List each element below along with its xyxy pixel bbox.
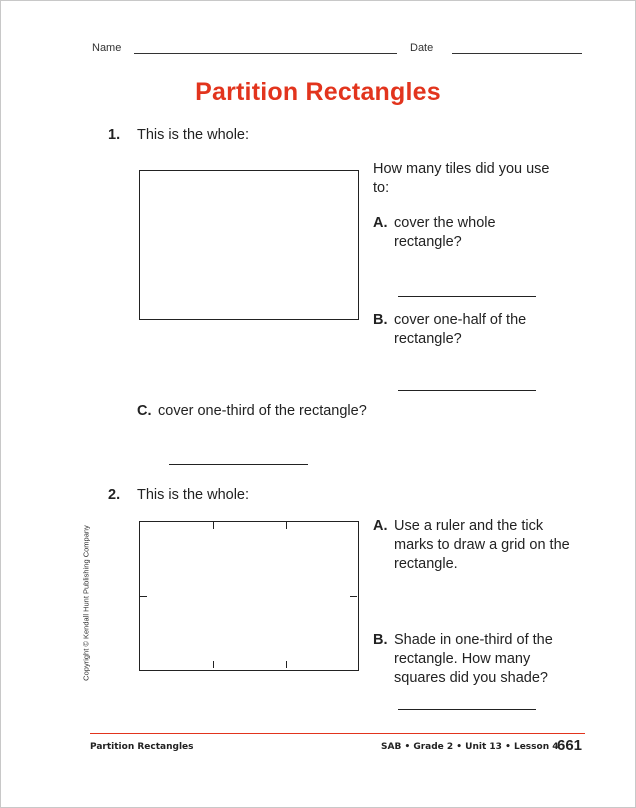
q1-prompt: This is the whole: [137,127,250,143]
q1-c-answer-line[interactable] [169,464,308,465]
tick-mark-top-2 [286,522,287,529]
q2-b-label: B. [373,632,388,648]
footer-title: Partition Rectangles [90,742,194,752]
q1-intro-text: How many tiles did you use to: [373,161,550,196]
q2-b-text: Shade in one-third of the rectangle. How many squares did you shade? [394,632,553,686]
tick-mark-left [140,596,147,597]
footer-course-info: SAB • Grade 2 • Unit 13 • Lesson 4 [381,742,559,752]
q1-whole-rectangle [139,170,359,320]
q2-a-label: A. [373,518,388,534]
tick-mark-right [350,596,357,597]
date-label: Date [410,42,434,54]
tick-mark-bottom-2 [286,661,287,668]
q2-b-answer-line[interactable] [398,709,536,710]
footer-rule [90,733,585,734]
tick-mark-bottom-1 [213,661,214,668]
q2-part-a [373,517,573,574]
tick-mark-top-1 [213,522,214,529]
page-title: Partition Rectangles [195,78,441,106]
copyright-notice: Copyright © Kendall Hunt Publishing Company [81,525,91,681]
q1-b-text: cover one-half of the rectangle? [394,312,527,347]
name-label: Name [92,42,122,54]
q2-number: 2. [108,487,121,503]
q1-c-label: C. [137,403,152,419]
q1-a-label: A. [373,215,388,231]
page-number: 661 [557,737,583,754]
q1-intro [373,160,563,198]
q1-a-answer-line[interactable] [398,296,536,297]
q2-whole-rectangle [139,521,359,671]
q2-a-text: Use a ruler and the tick marks to draw a grid on the rectangle. [394,518,570,572]
q2-part-b [373,631,578,688]
q1-number: 1. [108,127,121,143]
q1-part-a [373,214,563,252]
date-answer-line[interactable] [452,53,582,54]
q1-part-c [137,402,457,421]
q1-c-text: cover one-third of the rectangle? [158,403,367,419]
name-answer-line[interactable] [134,53,397,54]
q1-a-text: cover the whole rectangle? [394,215,496,250]
q2-prompt: This is the whole: [137,487,250,503]
q1-b-answer-line[interactable] [398,390,536,391]
q1-part-b [373,311,573,349]
q1-b-label: B. [373,312,388,328]
